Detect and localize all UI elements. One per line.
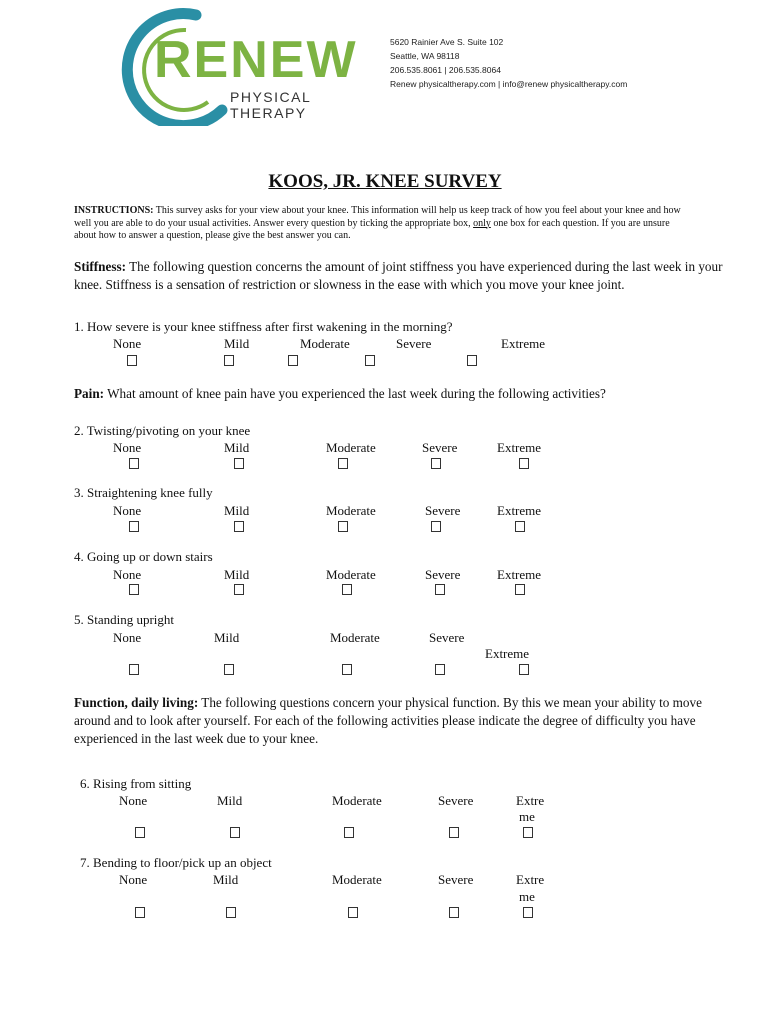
logo-brand: RENEW [154, 31, 358, 89]
q4-checkbox-none[interactable] [129, 584, 139, 595]
address-line-4: Renew physicaltherapy.com | info@renew physicaltherapy.com [390, 79, 628, 89]
q1-checkbox-extreme[interactable] [467, 355, 477, 366]
q2-checkbox-extreme[interactable] [519, 458, 529, 469]
q6-label-moderate: Moderate [332, 793, 382, 808]
q4-checkbox-severe[interactable] [435, 584, 445, 595]
q1-label-none: None [113, 336, 142, 351]
stiffness-section: Stiffness: The following question concerns the amount of joint stiffness you have experienced during the last week in your knee. Stiffness is a sensation of restriction or slowness in the ease with which you move your knee joint. [74, 259, 723, 292]
q1-checkbox-none[interactable] [127, 355, 137, 366]
question-6: 6. Rising from sitting [80, 776, 192, 791]
q2-label-extreme: Extreme [497, 440, 542, 455]
q6-label-extreme-a: Extre [516, 793, 545, 808]
question-4: 4. Going up or down stairs [74, 549, 213, 564]
q5-checkbox-none[interactable] [129, 664, 139, 675]
q6-label-mild: Mild [217, 793, 243, 808]
q1-label-moderate: Moderate [300, 336, 350, 351]
q7-checkbox-mild[interactable] [226, 907, 236, 918]
q5-checkbox-severe[interactable] [435, 664, 445, 675]
q7-checkbox-severe[interactable] [449, 907, 459, 918]
q6-label-extreme-b: me [519, 809, 535, 824]
q5-label-moderate: Moderate [330, 630, 380, 645]
q2-label-mild: Mild [224, 440, 250, 455]
q1-checkbox-severe[interactable] [365, 355, 375, 366]
q4-checkbox-mild[interactable] [234, 584, 244, 595]
q5-label-severe: Severe [429, 630, 465, 645]
q3-label-extreme: Extreme [497, 503, 542, 518]
q2-label-moderate: Moderate [326, 440, 376, 455]
q2-label-none: None [113, 440, 142, 455]
logo-subtitle: PHYSICAL THERAPY [230, 89, 311, 121]
q4-checkbox-moderate[interactable] [342, 584, 352, 595]
q7-label-moderate: Moderate [332, 872, 382, 887]
q7-label-mild: Mild [213, 872, 239, 887]
q3-checkbox-none[interactable] [129, 521, 139, 532]
only-underlined: only [473, 217, 491, 229]
q7-label-extreme-a: Extre [516, 872, 545, 887]
q1-checkbox-moderate[interactable] [288, 355, 298, 366]
q4-label-severe: Severe [425, 567, 461, 582]
pain-label: Pain: [74, 386, 105, 401]
q4-label-extreme: Extreme [497, 567, 542, 582]
q6-label-severe: Severe [438, 793, 474, 808]
q5-label-mild: Mild [214, 630, 240, 645]
q4-checkbox-extreme[interactable] [515, 584, 525, 595]
q6-checkbox-moderate[interactable] [344, 827, 354, 838]
q3-label-mild: Mild [224, 503, 250, 518]
function-section: Function, daily living: The following questions concern your physical function. By this we mean your ability to move around and to look after yourself. For each of the following activities please indicate the degree of difficulty you have experienced in the last week due to your knee. [74, 695, 702, 746]
page-title: KOOS, JR. KNEE SURVEY [268, 171, 502, 192]
q2-checkbox-mild[interactable] [234, 458, 244, 469]
question-2: 2. Twisting/pivoting on your knee [74, 423, 251, 438]
function-label: Function, daily living: [74, 695, 199, 710]
q6-checkbox-severe[interactable] [449, 827, 459, 838]
q7-checkbox-extreme[interactable] [523, 907, 533, 918]
q6-checkbox-none[interactable] [135, 827, 145, 838]
q4-label-mild: Mild [224, 567, 250, 582]
q7-checkbox-moderate[interactable] [348, 907, 358, 918]
q3-checkbox-extreme[interactable] [515, 521, 525, 532]
stiffness-label: Stiffness: [74, 259, 127, 274]
q7-label-extreme-b: me [519, 889, 535, 904]
q1-label-severe: Severe [396, 336, 432, 351]
q3-label-severe: Severe [425, 503, 461, 518]
q5-checkbox-extreme[interactable] [519, 664, 529, 675]
q3-checkbox-mild[interactable] [234, 521, 244, 532]
pain-section: Pain: What amount of knee pain have you experienced the last week during the following activities? [74, 386, 606, 401]
q3-checkbox-moderate[interactable] [338, 521, 348, 532]
q4-label-moderate: Moderate [326, 567, 376, 582]
q1-label-mild: Mild [224, 336, 250, 351]
q6-checkbox-extreme[interactable] [523, 827, 533, 838]
question-1: 1. How severe is your knee stiffness after first wakening in the morning? [74, 319, 453, 334]
q6-label-none: None [119, 793, 148, 808]
q7-checkbox-none[interactable] [135, 907, 145, 918]
q1-label-extreme: Extreme [501, 336, 546, 351]
q7-label-none: None [119, 872, 148, 887]
q2-label-severe: Severe [422, 440, 458, 455]
address-line-2: Seattle, WA 98118 [390, 51, 460, 61]
address-line-3: 206.535.8061 | 206.535.8064 [390, 65, 501, 75]
q1-checkbox-mild[interactable] [224, 355, 234, 366]
question-3: 3. Straightening knee fully [74, 485, 213, 500]
instructions: INSTRUCTIONS: This survey asks for your view about your knee. This information will help us keep track of how you feel about your knee and how well you are able to do your usual activities. Answer every question by ticking the appropriate box, only one box for each question. If you are unsure about how to answer a question, please give the best answer you can. [74, 205, 681, 241]
q4-label-none: None [113, 567, 142, 582]
address-line-1: 5620 Rainier Ave S. Suite 102 [390, 37, 504, 47]
instructions-label: INSTRUCTIONS: [74, 205, 154, 216]
renew-logo [104, 6, 374, 126]
q2-checkbox-severe[interactable] [431, 458, 441, 469]
q3-label-none: None [113, 503, 142, 518]
q3-checkbox-severe[interactable] [431, 521, 441, 532]
q5-checkbox-moderate[interactable] [342, 664, 352, 675]
question-7: 7. Bending to floor/pick up an object [80, 855, 272, 870]
q7-label-severe: Severe [438, 872, 474, 887]
q2-checkbox-none[interactable] [129, 458, 139, 469]
q2-checkbox-moderate[interactable] [338, 458, 348, 469]
question-5: 5. Standing upright [74, 612, 175, 627]
q6-checkbox-mild[interactable] [230, 827, 240, 838]
q5-label-extreme: Extreme [485, 646, 530, 661]
q5-label-none: None [113, 630, 142, 645]
q3-label-moderate: Moderate [326, 503, 376, 518]
q5-checkbox-mild[interactable] [224, 664, 234, 675]
